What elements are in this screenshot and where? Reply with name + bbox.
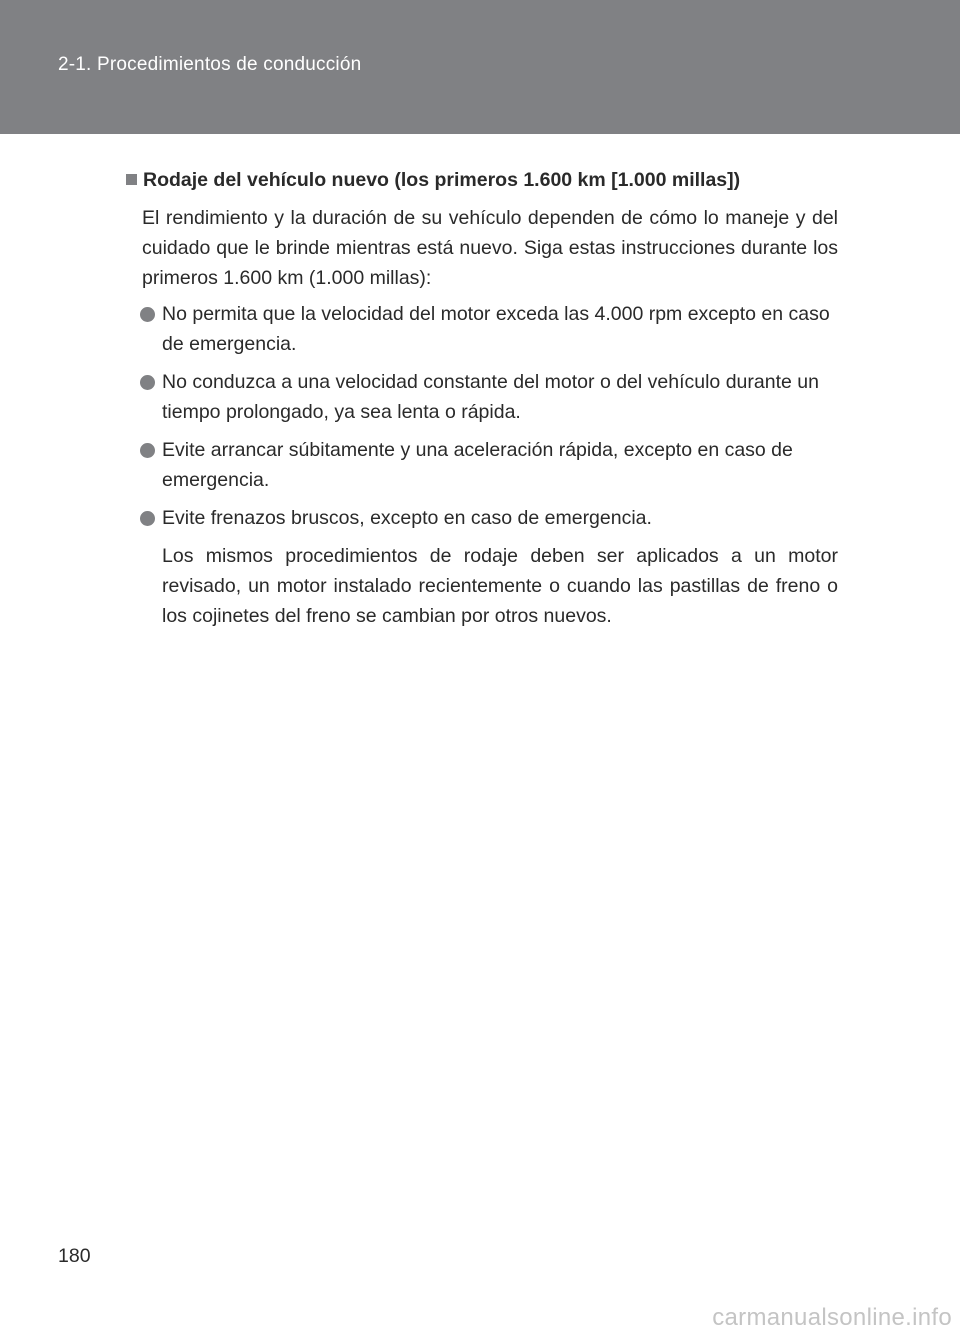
circle-bullet-icon [140,511,155,526]
bullet-list [126,299,838,533]
bullet-text: Evite frenazos bruscos, excepto en caso de emergencia. [162,507,652,529]
section-title: 2-1. Procedimientos de conducción [58,54,362,75]
list-item [126,435,837,495]
page-content [126,165,838,631]
circle-bullet-icon [140,443,155,458]
circle-bullet-icon [140,375,155,390]
page-number: 180 [58,1245,91,1267]
circle-bullet-icon [140,307,155,322]
note-paragraph: Los mismos procedimientos de rodaje deben ser aplicados a un motor revisado, un motor instalado recientemente o cuando las pastillas de freno o los cojinetes del freno se cambian por otros nuevos. [162,545,838,627]
intro-paragraph: El rendimiento y la duración de su vehículo dependen de cómo lo maneje y del cuidado que le brinde mientras está nuevo. Siga estas instrucciones durante los primeros 1.600 km (1.000 millas): [142,207,838,289]
subheading [126,165,838,195]
header-band [0,0,960,134]
bullet-text: No permita que la velocidad del motor exceda las 4.000 rpm excepto en caso de emergencia. [162,303,830,355]
list-item [126,367,837,427]
list-item [126,503,837,533]
bullet-text: Evite arrancar súbitamente y una aceleración rápida, excepto en caso de emergencia. [162,439,793,491]
bullet-text: No conduzca a una velocidad constante del motor o del vehículo durante un tiempo prolongado, ya sea lenta o rápida. [162,371,819,423]
subheading-text: Rodaje del vehículo nuevo (los primeros 1.600 km [1.000 millas]) [143,169,741,191]
watermark: carmanualsonline.info [712,1304,952,1331]
list-item [126,299,837,359]
square-bullet-icon [126,174,137,185]
